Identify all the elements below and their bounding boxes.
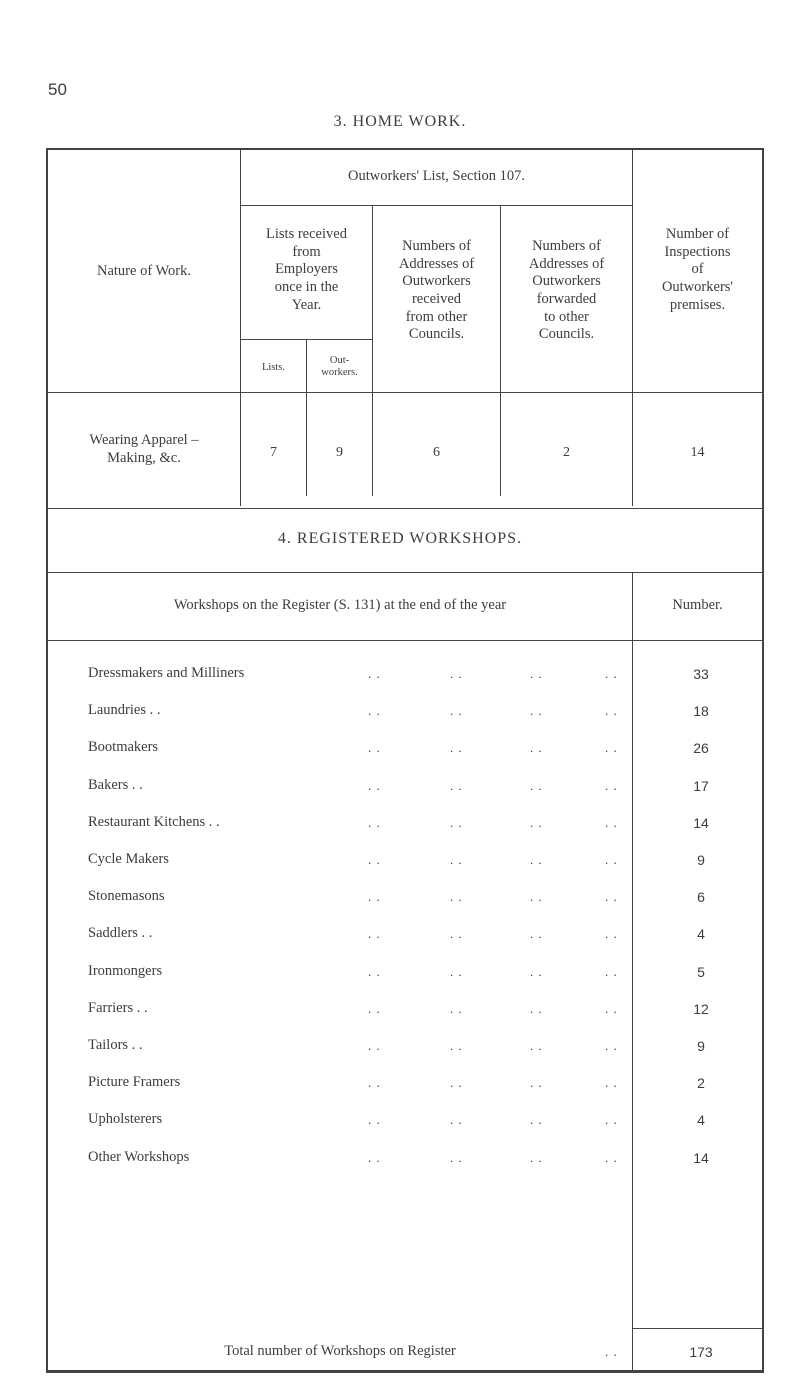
leader-dots: . . xyxy=(530,1038,543,1053)
leader-dots: . . xyxy=(530,1001,543,1016)
page-number: 50 xyxy=(48,80,67,99)
table-left-rule xyxy=(46,148,48,1372)
leader-dots: . . xyxy=(605,1150,618,1165)
row-nature-of-work: Wearing Apparel – Making, &c. xyxy=(89,432,199,466)
workshop-label: Stonemasons xyxy=(88,888,165,904)
row-divider xyxy=(240,339,372,340)
leader-dots: . . xyxy=(530,1075,543,1090)
leader-dots: . . xyxy=(368,1075,381,1090)
col-divider xyxy=(632,572,633,1370)
total-leader-dots: . . xyxy=(605,1344,618,1359)
leader-dots: . . xyxy=(368,926,381,941)
workshop-label: Other Workshops xyxy=(88,1149,190,1165)
workshop-count: 6 xyxy=(697,889,705,905)
workshop-count: 9 xyxy=(697,1038,705,1054)
leader-dots: . . xyxy=(450,1038,463,1053)
leader-dots: . . xyxy=(368,778,381,793)
leader-dots: . . xyxy=(450,666,463,681)
leader-dots: . . xyxy=(368,889,381,904)
table-bottom-rule xyxy=(46,1370,764,1373)
workshop-count: 5 xyxy=(697,964,705,980)
leader-dots: . . xyxy=(450,852,463,867)
leader-dots: . . xyxy=(450,1150,463,1165)
section-title-registered-workshops: 4. REGISTERED WORKSHOPS. xyxy=(277,530,523,547)
leader-dots: . . xyxy=(530,778,543,793)
workshop-count: 4 xyxy=(697,1112,705,1128)
row-divider xyxy=(46,572,764,573)
leader-dots: . . xyxy=(530,1112,543,1127)
leader-dots: . . xyxy=(368,1038,381,1053)
leader-dots: . . xyxy=(530,815,543,830)
workshop-label: Restaurant Kitchens . . xyxy=(88,814,220,830)
leader-dots: . . xyxy=(530,852,543,867)
workshop-count: 12 xyxy=(693,1001,709,1017)
workshop-label: Picture Framers xyxy=(88,1074,181,1090)
leader-dots: . . xyxy=(605,1075,618,1090)
leader-dots: . . xyxy=(368,1001,381,1016)
workshop-label: Upholsterers xyxy=(88,1111,163,1127)
leader-dots: . . xyxy=(450,703,463,718)
workshop-count: 4 xyxy=(697,926,705,942)
row-lists-value: 7 xyxy=(270,445,277,460)
header-workshops-on-register: Workshops on the Register (S. 131) at the end of the year xyxy=(173,597,507,613)
workshop-label: Ironmongers xyxy=(88,963,163,979)
header-outworkers-list: Outworkers' List, Section 107. xyxy=(348,168,525,184)
leader-dots: . . xyxy=(605,778,618,793)
header-lists: Lists. xyxy=(261,362,286,373)
header-addresses-received: Numbers of Addresses of Outworkers received from other Councils. xyxy=(398,238,475,343)
row-divider xyxy=(46,640,764,641)
workshop-label: Cycle Makers xyxy=(88,851,169,867)
workshop-count: 14 xyxy=(693,1150,709,1166)
row-divider xyxy=(46,508,764,509)
workshop-count: 17 xyxy=(693,778,709,794)
workshop-count: 2 xyxy=(697,1075,705,1091)
row-outworkers-value: 9 xyxy=(336,445,343,460)
row-received-value: 6 xyxy=(433,445,440,460)
leader-dots: . . xyxy=(368,703,381,718)
section-title-home-work: 3. HOME WORK. xyxy=(333,113,467,130)
workshop-label: Bakers . . xyxy=(88,777,143,793)
workshop-count: 9 xyxy=(697,852,705,868)
leader-dots: . . xyxy=(605,666,618,681)
header-addresses-forwarded: Numbers of Addresses of Outworkers forwarded to other Councils. xyxy=(528,238,605,343)
leader-dots: . . xyxy=(368,666,381,681)
total-top-rule xyxy=(632,1328,762,1329)
table-top-rule xyxy=(46,148,764,150)
leader-dots: . . xyxy=(605,964,618,979)
leader-dots: . . xyxy=(368,1112,381,1127)
leader-dots: . . xyxy=(450,1112,463,1127)
leader-dots: . . xyxy=(368,852,381,867)
leader-dots: . . xyxy=(530,740,543,755)
leader-dots: . . xyxy=(605,1038,618,1053)
header-nature-of-work: Nature of Work. xyxy=(97,263,191,279)
total-label: Total number of Workshops on Register xyxy=(224,1343,456,1359)
leader-dots: . . xyxy=(605,740,618,755)
leader-dots: . . xyxy=(368,740,381,755)
leader-dots: . . xyxy=(605,1112,618,1127)
leader-dots: . . xyxy=(368,1150,381,1165)
workshop-label: Bootmakers xyxy=(88,739,159,755)
leader-dots: . . xyxy=(605,703,618,718)
leader-dots: . . xyxy=(530,926,543,941)
workshop-count: 14 xyxy=(693,815,709,831)
header-number-of-inspections: Number of Inspections of Outworkers' premises. xyxy=(661,226,734,313)
total-value: 173 xyxy=(689,1344,713,1360)
leader-dots: . . xyxy=(368,964,381,979)
leader-dots: . . xyxy=(605,852,618,867)
row-inspections-value: 14 xyxy=(690,445,705,460)
leader-dots: . . xyxy=(450,1001,463,1016)
row-divider xyxy=(240,205,632,206)
leader-dots: . . xyxy=(450,815,463,830)
leader-dots: . . xyxy=(530,889,543,904)
leader-dots: . . xyxy=(450,778,463,793)
workshop-label: Dressmakers and Milliners xyxy=(88,665,245,681)
workshop-label: Tailors . . xyxy=(88,1037,143,1053)
leader-dots: . . xyxy=(368,815,381,830)
leader-dots: . . xyxy=(530,1150,543,1165)
leader-dots: . . xyxy=(605,1001,618,1016)
leader-dots: . . xyxy=(450,1075,463,1090)
leader-dots: . . xyxy=(530,964,543,979)
leader-dots: . . xyxy=(605,815,618,830)
workshop-count: 26 xyxy=(693,740,709,756)
leader-dots: . . xyxy=(450,889,463,904)
workshop-label: Saddlers . . xyxy=(88,925,153,941)
row-forwarded-value: 2 xyxy=(563,445,570,460)
workshop-label: Laundries . . xyxy=(88,702,161,718)
row-divider xyxy=(46,392,764,393)
workshop-count: 18 xyxy=(693,703,709,719)
leader-dots: . . xyxy=(605,889,618,904)
workshop-count: 33 xyxy=(693,666,709,682)
leader-dots: . . xyxy=(450,964,463,979)
workshop-label: Farriers . . xyxy=(88,1000,148,1016)
table-right-rule xyxy=(762,148,764,1372)
header-number: Number. xyxy=(672,597,723,613)
leader-dots: . . xyxy=(530,703,543,718)
leader-dots: . . xyxy=(530,666,543,681)
header-outworkers: Out- workers. xyxy=(321,355,358,378)
header-lists-received: Lists received from Employers once in the Year. xyxy=(266,226,347,313)
leader-dots: . . xyxy=(450,740,463,755)
leader-dots: . . xyxy=(450,926,463,941)
leader-dots: . . xyxy=(605,926,618,941)
